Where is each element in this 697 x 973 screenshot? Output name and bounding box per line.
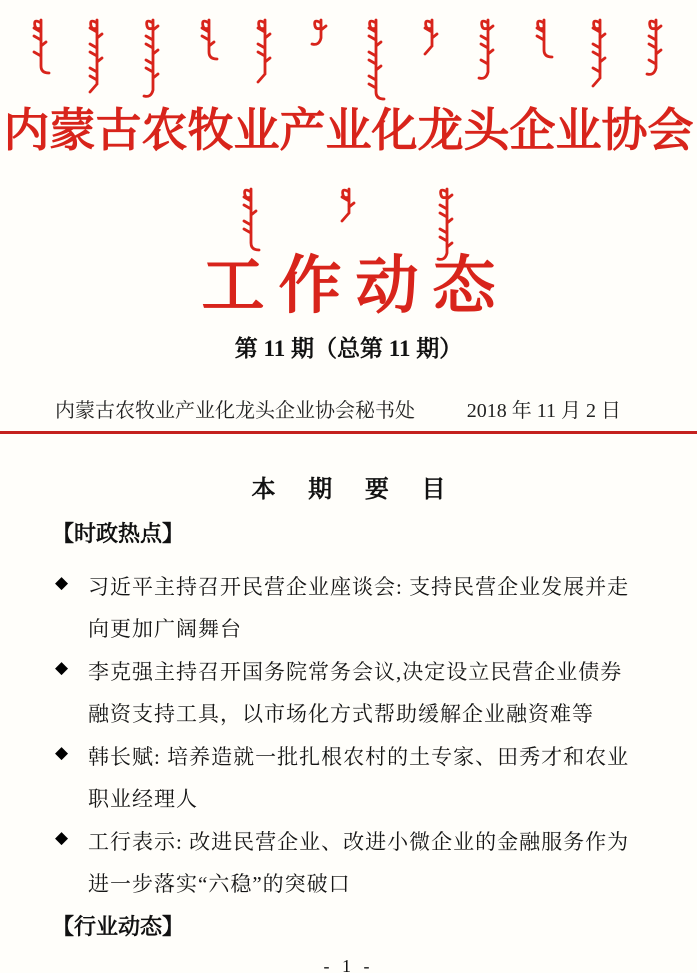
toc-heading: 本 期 要 目	[251, 476, 459, 503]
toc-item-line: 职业经理人	[88, 787, 198, 811]
item-lines	[88, 651, 647, 735]
section-label: 【行业动态】	[52, 914, 185, 939]
toc-item-line: 习近平主持召开民营企业座谈会: 支持民营企业发展并走	[88, 575, 630, 599]
toc-section	[0, 518, 697, 905]
mongolian-word-icon	[589, 16, 611, 90]
mongolian-word-icon	[198, 16, 220, 64]
bullet-diamond-icon: ◆	[55, 573, 69, 593]
mongolian-word-icon	[645, 16, 667, 80]
mongolian-word-icon	[310, 16, 332, 50]
mongolian-word-icon	[30, 16, 52, 78]
toc-item-line: 融资支持工具，以市场化方式帮助缓解企业融资难等	[88, 702, 594, 726]
mongolian-word-icon	[240, 185, 262, 255]
issue-number: 第 11 期（总第 11 期）	[234, 336, 463, 361]
page-number: - 1 -	[323, 956, 374, 973]
toc-item	[0, 821, 697, 905]
toc-item-line: 韩长赋: 培养造就一批扎根农村的土专家、田秀才和农业	[88, 745, 630, 769]
mongolian-word-icon	[421, 16, 443, 58]
bullet-diamond-icon: ◆	[55, 743, 69, 763]
toc-item-line: 李克强主持召开国务院常务会议,决定设立民营企业债券	[88, 660, 623, 684]
publisher-row	[0, 399, 697, 423]
toc-section	[0, 911, 697, 943]
toc-item-line: 工行表示: 改进民营企业、改进小微企业的金融服务作为	[88, 830, 630, 854]
mongolian-word-icon	[365, 16, 387, 104]
red-divider-rule	[0, 431, 697, 434]
mongolian-word-icon	[533, 16, 555, 62]
section-items	[0, 566, 697, 905]
mongolian-word-icon	[86, 16, 108, 96]
mongolian-word-icon	[477, 16, 499, 84]
bullet-diamond-icon: ◆	[55, 828, 69, 848]
toc-item	[0, 736, 697, 820]
organization-title: 内蒙古农牧业产业化龙头企业协会	[3, 105, 694, 156]
item-lines	[88, 736, 647, 820]
newsletter-title: 工作动态	[201, 251, 510, 321]
toc-item-line: 向更加广阔舞台	[88, 617, 242, 641]
item-lines	[88, 821, 647, 905]
toc-item	[0, 651, 697, 735]
item-lines	[88, 566, 647, 650]
mongolian-top-row	[0, 16, 697, 98]
toc-item	[0, 566, 697, 650]
publish-date: 2018 年 11 月 2 日	[466, 400, 621, 422]
mongolian-subtitle-row	[0, 185, 697, 253]
mongolian-word-icon	[338, 185, 360, 225]
publisher-name: 内蒙古农牧业产业化龙头企业协会秘书处	[55, 400, 415, 422]
toc-sections	[0, 518, 697, 943]
bullet-diamond-icon: ◆	[55, 658, 69, 678]
toc-item-line: 进一步落实“六稳”的突破口	[88, 872, 351, 896]
mongolian-word-icon	[142, 16, 164, 102]
mongolian-word-icon	[254, 16, 276, 86]
section-label: 【时政热点】	[52, 521, 185, 546]
